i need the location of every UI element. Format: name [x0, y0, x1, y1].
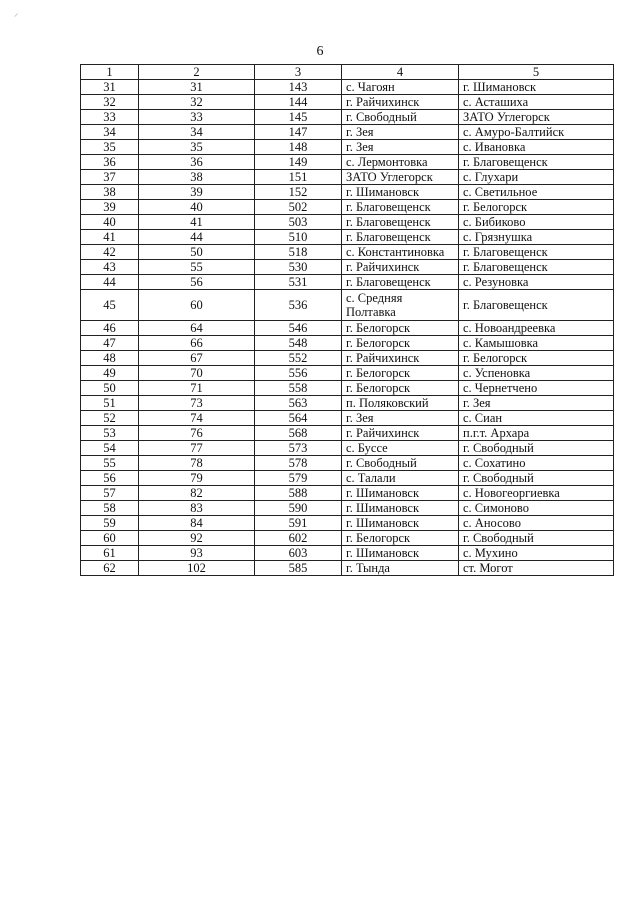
- table-cell-col-3: 531: [255, 275, 342, 290]
- table-cell-col-3: 151: [255, 170, 342, 185]
- table-row: [81, 501, 614, 516]
- table-cell-col-4: г. Белогорск: [342, 336, 459, 351]
- table-cell-col-5: г. Зея: [459, 396, 614, 411]
- table-row: [81, 426, 614, 441]
- table-cell-col-3: 578: [255, 456, 342, 471]
- table-row: [81, 411, 614, 426]
- table-cell-col-2: 76: [139, 426, 255, 441]
- table-cell-col-2: 83: [139, 501, 255, 516]
- table-cell-col-1: 55: [81, 456, 139, 471]
- table-cell-col-2: 73: [139, 396, 255, 411]
- table-cell-col-1: 36: [81, 155, 139, 170]
- table-cell-col-4: г. Белогорск: [342, 366, 459, 381]
- table-cell-col-1: 45: [81, 290, 139, 321]
- table-cell-col-2: 66: [139, 336, 255, 351]
- table-cell-col-2: 67: [139, 351, 255, 366]
- header-col-1: 1: [81, 65, 139, 80]
- table-cell-col-3: 143: [255, 80, 342, 95]
- table-cell-col-2: 70: [139, 366, 255, 381]
- table-cell-col-2: 78: [139, 456, 255, 471]
- table-cell-col-4: г. Шимановск: [342, 516, 459, 531]
- table-cell-col-4: с. Буссе: [342, 441, 459, 456]
- table-row: [81, 275, 614, 290]
- table-cell-col-5: с. Камышовка: [459, 336, 614, 351]
- table-cell-col-2: 50: [139, 245, 255, 260]
- table-cell-col-3: 590: [255, 501, 342, 516]
- table-cell-col-5: г. Свободный: [459, 531, 614, 546]
- table-cell-col-3: 144: [255, 95, 342, 110]
- table-cell-col-3: 579: [255, 471, 342, 486]
- table-cell-col-5: с. Аносово: [459, 516, 614, 531]
- table-cell-col-2: 41: [139, 215, 255, 230]
- table-cell-col-1: 37: [81, 170, 139, 185]
- table-cell-col-2: 32: [139, 95, 255, 110]
- table-cell-col-1: 39: [81, 200, 139, 215]
- table-cell-col-3: 152: [255, 185, 342, 200]
- table-cell-col-2: 38: [139, 170, 255, 185]
- table-cell-col-2: 84: [139, 516, 255, 531]
- table-cell-col-3: 568: [255, 426, 342, 441]
- table-cell-col-4: с. Талали: [342, 471, 459, 486]
- table-row: [81, 456, 614, 471]
- table-cell-col-2: 31: [139, 80, 255, 95]
- table-cell-col-1: 57: [81, 486, 139, 501]
- table-cell-col-5: ст. Могот: [459, 561, 614, 576]
- table-cell-col-2: 93: [139, 546, 255, 561]
- table-row: [81, 200, 614, 215]
- table-cell-col-5: с. Сохатино: [459, 456, 614, 471]
- table-cell-col-1: 41: [81, 230, 139, 245]
- table-cell-col-3: 588: [255, 486, 342, 501]
- table-cell-col-4: г. Зея: [342, 411, 459, 426]
- table-cell-col-4: г. Зея: [342, 140, 459, 155]
- table-cell-col-5: г. Белогорск: [459, 351, 614, 366]
- table-row: [81, 561, 614, 576]
- table-cell-col-3: 536: [255, 290, 342, 321]
- table-cell-col-4: с. Константиновка: [342, 245, 459, 260]
- header-col-2: 2: [139, 65, 255, 80]
- table-cell-col-1: 32: [81, 95, 139, 110]
- table-cell-col-1: 58: [81, 501, 139, 516]
- table-cell-col-2: 60: [139, 290, 255, 321]
- table-cell-col-4: г. Благовещенск: [342, 230, 459, 245]
- table-cell-col-1: 61: [81, 546, 139, 561]
- table-cell-col-4: г. Свободный: [342, 456, 459, 471]
- table-cell-col-2: 55: [139, 260, 255, 275]
- table-cell-col-5: п.г.т. Архара: [459, 426, 614, 441]
- table-cell-col-4: п. Поляковский: [342, 396, 459, 411]
- table-cell-col-5: г. Благовещенск: [459, 260, 614, 275]
- table-cell-col-1: 44: [81, 275, 139, 290]
- table-cell-col-5: с. Асташиха: [459, 95, 614, 110]
- table-cell-col-3: 149: [255, 155, 342, 170]
- table-row: [81, 351, 614, 366]
- table-cell-col-1: 54: [81, 441, 139, 456]
- table-cell-col-3: 558: [255, 381, 342, 396]
- table-cell-col-4: г. Свободный: [342, 110, 459, 125]
- table-cell-col-5: с. Светильное: [459, 185, 614, 200]
- table-cell-col-5: г. Благовещенск: [459, 245, 614, 260]
- table-cell-col-4: г. Белогорск: [342, 321, 459, 336]
- table-cell-col-2: 64: [139, 321, 255, 336]
- table-cell-col-4: г. Шимановск: [342, 185, 459, 200]
- table-cell-col-1: 47: [81, 336, 139, 351]
- table-cell-col-2: 79: [139, 471, 255, 486]
- table-cell-col-1: 40: [81, 215, 139, 230]
- table-cell-col-2: 39: [139, 185, 255, 200]
- page-number: 6: [316, 44, 324, 59]
- header-col-3: 3: [255, 65, 342, 80]
- table-cell-col-5: с. Грязнушка: [459, 230, 614, 245]
- table-cell-col-4: г. Белогорск: [342, 381, 459, 396]
- table-cell-col-5: с. Бибиково: [459, 215, 614, 230]
- table-cell-col-4: г. Шимановск: [342, 486, 459, 501]
- table-row: [81, 531, 614, 546]
- table-cell-col-3: 518: [255, 245, 342, 260]
- corner-mark: ⸝: [14, 8, 19, 18]
- table-cell-col-2: 33: [139, 110, 255, 125]
- table-cell-col-3: 548: [255, 336, 342, 351]
- table-cell-col-3: 585: [255, 561, 342, 576]
- table-row: [81, 215, 614, 230]
- routes-table: [80, 64, 614, 576]
- table-cell-col-3: 145: [255, 110, 342, 125]
- table-cell-col-5: г. Свободный: [459, 471, 614, 486]
- table-row: [81, 366, 614, 381]
- table-cell-col-5: г. Благовещенск: [459, 155, 614, 170]
- table-cell-col-3: 591: [255, 516, 342, 531]
- table-row: [81, 486, 614, 501]
- table-cell-col-5: с. Симоново: [459, 501, 614, 516]
- table-cell-col-5: с. Сиан: [459, 411, 614, 426]
- table-cell-col-3: 148: [255, 140, 342, 155]
- table-cell-col-1: 33: [81, 110, 139, 125]
- table-cell-col-4: с. Чагоян: [342, 80, 459, 95]
- table-cell-col-3: 503: [255, 215, 342, 230]
- table-cell-col-1: 35: [81, 140, 139, 155]
- table-row: [81, 441, 614, 456]
- table-cell-col-2: 44: [139, 230, 255, 245]
- table-cell-col-2: 92: [139, 531, 255, 546]
- table-row: [81, 230, 614, 245]
- table-cell-col-4: с. Средняя Полтавка: [342, 290, 459, 321]
- table-row: [81, 471, 614, 486]
- table-cell-col-3: 502: [255, 200, 342, 215]
- table-cell-col-1: 53: [81, 426, 139, 441]
- table-cell-col-2: 102: [139, 561, 255, 576]
- table-cell-col-5: с. Мухино: [459, 546, 614, 561]
- table-cell-col-5: с. Новогеоргиевка: [459, 486, 614, 501]
- table-cell-col-5: ЗАТО Углегорск: [459, 110, 614, 125]
- table-cell-col-5: г. Благовещенск: [459, 290, 614, 321]
- table-cell-col-2: 36: [139, 155, 255, 170]
- table-cell-col-2: 56: [139, 275, 255, 290]
- table-cell-col-1: 52: [81, 411, 139, 426]
- table-row: [81, 290, 614, 321]
- table-cell-col-4: г. Белогорск: [342, 531, 459, 546]
- table-cell-col-4: с. Лермонтовка: [342, 155, 459, 170]
- table-cell-col-3: 573: [255, 441, 342, 456]
- table-cell-col-5: с. Успеновка: [459, 366, 614, 381]
- table-cell-col-5: с. Амуро-Балтийск: [459, 125, 614, 140]
- table-cell-col-3: 602: [255, 531, 342, 546]
- table-cell-col-1: 34: [81, 125, 139, 140]
- table-cell-col-2: 34: [139, 125, 255, 140]
- table-row: [81, 80, 614, 95]
- table-cell-col-3: 530: [255, 260, 342, 275]
- table-row: [81, 155, 614, 170]
- table-cell-col-5: г. Свободный: [459, 441, 614, 456]
- table-cell-col-1: 59: [81, 516, 139, 531]
- table-cell-col-1: 49: [81, 366, 139, 381]
- table-cell-col-5: с. Глухари: [459, 170, 614, 185]
- table-cell-col-1: 50: [81, 381, 139, 396]
- table-cell-col-4: г. Райчихинск: [342, 260, 459, 275]
- table-cell-col-3: 510: [255, 230, 342, 245]
- table-cell-col-1: 62: [81, 561, 139, 576]
- table-cell-col-2: 40: [139, 200, 255, 215]
- table-row: [81, 381, 614, 396]
- table-cell-col-1: 43: [81, 260, 139, 275]
- table-cell-col-2: 74: [139, 411, 255, 426]
- table-cell-col-4: г. Шимановск: [342, 546, 459, 561]
- table-cell-col-4: ЗАТО Углегорск: [342, 170, 459, 185]
- table-cell-col-5: с. Чернетчено: [459, 381, 614, 396]
- table-cell-col-2: 35: [139, 140, 255, 155]
- table-cell-col-5: г. Шимановск: [459, 80, 614, 95]
- table-cell-col-3: 552: [255, 351, 342, 366]
- table-row: [81, 321, 614, 336]
- table-cell-col-3: 603: [255, 546, 342, 561]
- table-cell-col-4: г. Тында: [342, 561, 459, 576]
- table-cell-col-4: г. Благовещенск: [342, 215, 459, 230]
- table-cell-col-5: с. Резуновка: [459, 275, 614, 290]
- table-cell-col-5: с. Новоандреевка: [459, 321, 614, 336]
- table-cell-col-1: 38: [81, 185, 139, 200]
- table-cell-col-3: 564: [255, 411, 342, 426]
- table-cell-col-4: г. Райчихинск: [342, 426, 459, 441]
- table-cell-col-4: г. Зея: [342, 125, 459, 140]
- table-row: [81, 140, 614, 155]
- table-row: [81, 336, 614, 351]
- table-row: [81, 260, 614, 275]
- table-cell-col-2: 77: [139, 441, 255, 456]
- table-cell-col-4: г. Райчихинск: [342, 351, 459, 366]
- table-cell-col-1: 31: [81, 80, 139, 95]
- table-body: [81, 80, 614, 576]
- table-cell-col-1: 60: [81, 531, 139, 546]
- table-row: [81, 125, 614, 140]
- table-row: [81, 185, 614, 200]
- table-cell-col-1: 42: [81, 245, 139, 260]
- table-cell-col-4: г. Благовещенск: [342, 200, 459, 215]
- table-row: [81, 170, 614, 185]
- table-cell-col-1: 51: [81, 396, 139, 411]
- header-col-4: 4: [342, 65, 459, 80]
- table-cell-col-4: г. Благовещенск: [342, 275, 459, 290]
- table-cell-col-5: с. Ивановка: [459, 140, 614, 155]
- table-row: [81, 245, 614, 260]
- table-cell-col-4: г. Райчихинск: [342, 95, 459, 110]
- table-row: [81, 546, 614, 561]
- table-cell-col-3: 147: [255, 125, 342, 140]
- table-cell-col-1: 46: [81, 321, 139, 336]
- table-row: [81, 110, 614, 125]
- table-cell-col-3: 546: [255, 321, 342, 336]
- header-col-5: 5: [459, 65, 614, 80]
- table-cell-col-2: 71: [139, 381, 255, 396]
- table-cell-col-5: г. Белогорск: [459, 200, 614, 215]
- table-header-row: [81, 65, 614, 80]
- table-cell-col-2: 82: [139, 486, 255, 501]
- table-row: [81, 516, 614, 531]
- table-row: [81, 396, 614, 411]
- table-cell-col-1: 48: [81, 351, 139, 366]
- table-cell-col-3: 556: [255, 366, 342, 381]
- table-cell-col-4: г. Шимановск: [342, 501, 459, 516]
- table-cell-col-3: 563: [255, 396, 342, 411]
- table-cell-col-1: 56: [81, 471, 139, 486]
- table-row: [81, 95, 614, 110]
